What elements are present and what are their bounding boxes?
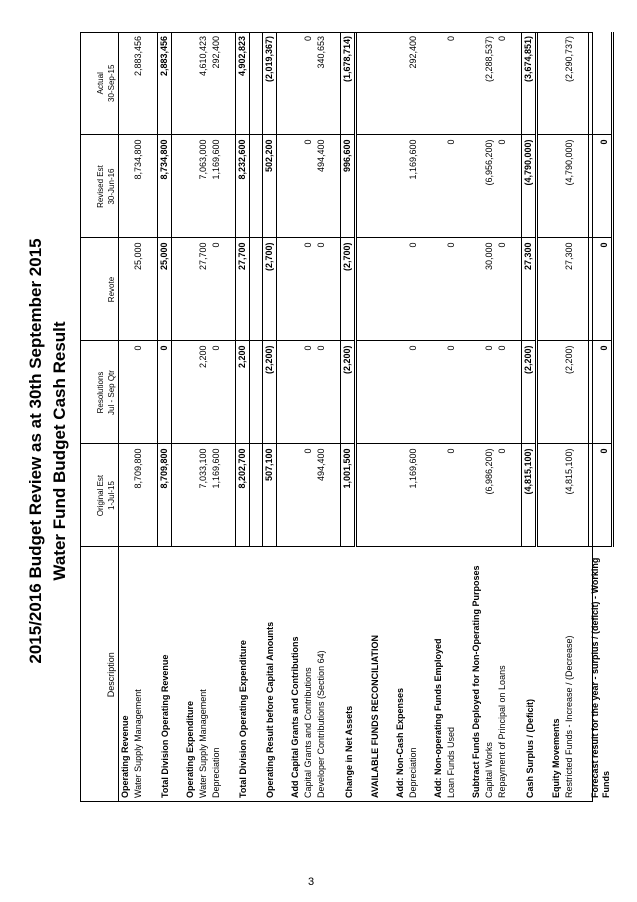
spacer-row (458, 32, 470, 802)
spacer-cell (250, 238, 263, 341)
value-cell: (3,674,851) (522, 32, 537, 135)
value-cell: 0 (445, 135, 458, 238)
spacer-cell (458, 341, 470, 444)
value-cell (589, 32, 613, 135)
spacer-cell (458, 135, 470, 238)
spacer-cell (382, 547, 394, 802)
table-row (236, 32, 250, 802)
table-header-row (80, 32, 119, 802)
table-row (289, 32, 302, 802)
spacer-cell (172, 32, 185, 135)
value-cell: 0 (589, 238, 613, 341)
table-row (119, 32, 133, 802)
value-cell: 4,902,823 (236, 32, 250, 135)
value-cell: (2,200) (263, 341, 277, 444)
row-label: Operating Expenditure (185, 700, 195, 798)
value-cell (119, 32, 133, 135)
row-label: Water Supply Management (198, 689, 208, 798)
spacer-cell (223, 547, 236, 802)
value-cell (289, 32, 302, 135)
value-cell: 292,400 (210, 32, 223, 135)
row-label: Subtract Funds Deployed for Non-Operating Purposes (471, 565, 481, 798)
value-cell: 7,063,000 (197, 135, 210, 238)
value-cell (432, 341, 445, 444)
spacer-cell (537, 32, 551, 135)
spacer-cell (223, 341, 236, 444)
table-row (132, 32, 145, 802)
table-row (184, 32, 197, 802)
spacer-row (145, 32, 158, 802)
value-cell: 0 (302, 32, 315, 135)
spacer-row (420, 32, 432, 802)
value-cell (119, 444, 133, 547)
spacer-cell (537, 341, 551, 444)
value-cell: 0 (445, 238, 458, 341)
value-cell (289, 135, 302, 238)
spacer-cell (223, 444, 236, 547)
spacer-row (223, 32, 236, 802)
table-row (563, 32, 576, 802)
value-cell: (2,288,537) (483, 32, 496, 135)
value-cell: 8,232,600 (236, 135, 250, 238)
value-cell (470, 341, 483, 444)
spacer-cell (420, 238, 432, 341)
budget-table (80, 32, 614, 802)
row-label: AVAILABLE FUNDS RECONCILIATION (370, 635, 380, 798)
spacer-cell (172, 238, 185, 341)
row-label: Add Capital Grants and Contributions (290, 636, 300, 798)
spacer-cell (537, 238, 551, 341)
spacer-cell (328, 444, 341, 547)
table-row (263, 32, 277, 802)
spacer-cell (277, 341, 290, 444)
value-cell (470, 238, 483, 341)
value-cell (432, 238, 445, 341)
value-cell: 4,610,423 (197, 32, 210, 135)
spacer-cell (509, 135, 522, 238)
spacer-cell (250, 135, 263, 238)
table-row (589, 32, 613, 802)
spacer-cell (576, 444, 589, 547)
value-cell (432, 135, 445, 238)
spacer-cell (356, 547, 370, 802)
value-cell: 502,200 (263, 135, 277, 238)
spacer-cell (145, 135, 158, 238)
page-number: 3 (308, 876, 315, 888)
table-row (445, 32, 458, 802)
value-cell: 0 (496, 32, 509, 135)
value-cell (184, 341, 197, 444)
value-cell: 25,000 (158, 238, 172, 341)
value-cell: 0 (496, 238, 509, 341)
value-cell (119, 238, 133, 341)
value-cell: (2,019,367) (263, 32, 277, 135)
header-revised (80, 135, 119, 238)
spacer-cell (172, 444, 185, 547)
spacer-cell (382, 341, 394, 444)
row-label: Forecast result for the year - surplus / (deficit) - Working Funds (589, 557, 611, 798)
value-cell (470, 135, 483, 238)
header-resolutions (80, 341, 119, 444)
value-cell: 340,653 (315, 32, 328, 135)
table-row (394, 32, 407, 802)
value-cell: 0 (210, 341, 223, 444)
header-description: Description (80, 547, 119, 802)
spacer-cell (277, 32, 290, 135)
spacer-cell (223, 32, 236, 135)
table-row (470, 32, 483, 802)
value-cell (550, 444, 563, 547)
row-label: Depreciation (211, 747, 221, 798)
table-row (496, 32, 509, 802)
value-cell (289, 238, 302, 341)
header-original (80, 444, 119, 547)
value-cell: 1,169,600 (210, 135, 223, 238)
value-cell: 0 (496, 444, 509, 547)
header-actual-line1: Actual (96, 72, 105, 95)
value-cell: 494,400 (315, 135, 328, 238)
spacer-cell (509, 238, 522, 341)
value-cell (394, 32, 407, 135)
value-cell (394, 341, 407, 444)
value-cell (369, 341, 382, 444)
spacer-cell (509, 341, 522, 444)
spacer-cell (458, 547, 470, 802)
spacer-cell (328, 238, 341, 341)
value-cell: 8,734,800 (158, 135, 172, 238)
spacer-cell (382, 238, 394, 341)
value-cell: 0 (483, 341, 496, 444)
spacer-cell (172, 135, 185, 238)
value-cell: 27,300 (563, 238, 576, 341)
header-revised-line2: 30-Jun-16 (107, 168, 116, 205)
value-cell: 0 (315, 341, 328, 444)
spacer-cell (509, 547, 522, 802)
value-cell: (2,700) (341, 238, 356, 341)
row-label: Water Supply Management (133, 689, 143, 798)
row-label: Total Division Operating Expenditure (237, 640, 248, 798)
table-row (197, 32, 210, 802)
value-cell: 0 (589, 444, 613, 547)
value-cell: 0 (589, 341, 613, 444)
spacer-cell (356, 135, 370, 238)
value-cell: 2,200 (197, 341, 210, 444)
spacer-cell (328, 135, 341, 238)
value-cell: 30,000 (483, 238, 496, 341)
header-original-line1: Original Est (96, 474, 105, 517)
spacer-cell (537, 135, 551, 238)
spacer-cell (328, 547, 341, 802)
value-cell: 0 (302, 444, 315, 547)
table-row (483, 32, 496, 802)
value-cell: 1,001,500 (341, 444, 356, 547)
spacer-row (172, 32, 185, 802)
spacer-row (356, 32, 370, 802)
value-cell: 0 (407, 238, 420, 341)
spacer-row (537, 32, 551, 802)
value-cell: 0 (302, 238, 315, 341)
spacer-cell (172, 341, 185, 444)
spacer-cell (172, 547, 185, 802)
spacer-cell (382, 32, 394, 135)
spacer-cell (277, 444, 290, 547)
spacer-cell (420, 32, 432, 135)
value-cell: 27,700 (236, 238, 250, 341)
table-row (522, 32, 537, 802)
spacer-cell (420, 135, 432, 238)
table-row (341, 32, 356, 802)
value-cell (432, 32, 445, 135)
value-cell: 0 (589, 135, 613, 238)
row-label: Add: Non-operating Funds Employed (433, 638, 443, 798)
value-cell (184, 135, 197, 238)
spacer-cell (277, 135, 290, 238)
value-cell (470, 444, 483, 547)
spacer-cell (420, 547, 432, 802)
value-cell: 0 (445, 32, 458, 135)
row-label: Depreciation (408, 747, 418, 798)
value-cell: (2,290,737) (563, 32, 576, 135)
spacer-cell (250, 341, 263, 444)
row-label: Repayment of Principal on Loans (497, 665, 507, 798)
value-cell (550, 238, 563, 341)
value-cell: (6,986,200) (483, 444, 496, 547)
spacer-cell (382, 135, 394, 238)
value-cell: 2,200 (236, 341, 250, 444)
spacer-cell (509, 32, 522, 135)
spacer-row (250, 32, 263, 802)
table-row (369, 32, 382, 802)
value-cell (394, 135, 407, 238)
value-cell: (4,815,100) (563, 444, 576, 547)
spacer-cell (356, 238, 370, 341)
value-cell: (4,790,000) (522, 135, 537, 238)
spacer-cell (250, 547, 263, 802)
value-cell: 7,033,100 (197, 444, 210, 547)
header-resolutions-line1: Resolutions (96, 371, 105, 414)
value-cell: 507,100 (263, 444, 277, 547)
spacer-cell (576, 135, 589, 238)
table-row (210, 32, 223, 802)
value-cell: 2,883,456 (132, 32, 145, 135)
spacer-cell (458, 32, 470, 135)
row-label: Capital Works (484, 742, 494, 798)
value-cell: 0 (407, 341, 420, 444)
header-actual-line2: 30-Sep-15 (107, 64, 116, 102)
value-cell: 2,883,456 (158, 32, 172, 135)
row-label: Developer Contributions (Section 64) (316, 650, 326, 798)
value-cell: 494,400 (315, 444, 328, 547)
value-cell: (2,200) (563, 341, 576, 444)
value-cell: 25,000 (132, 238, 145, 341)
table-row (315, 32, 328, 802)
value-cell: 0 (496, 135, 509, 238)
value-cell (432, 444, 445, 547)
table-row (550, 32, 563, 802)
value-cell (369, 32, 382, 135)
value-cell: 0 (496, 341, 509, 444)
value-cell: 1,169,600 (407, 135, 420, 238)
value-cell: 8,734,800 (132, 135, 145, 238)
spacer-cell (420, 444, 432, 547)
value-cell (184, 238, 197, 341)
spacer-cell (223, 238, 236, 341)
spacer-cell (537, 547, 551, 802)
value-cell (119, 341, 133, 444)
value-cell: 292,400 (407, 32, 420, 135)
table-row (302, 32, 315, 802)
value-cell: (6,956,200) (483, 135, 496, 238)
spacer-row (277, 32, 290, 802)
spacer-cell (277, 547, 290, 802)
value-cell: (2,700) (263, 238, 277, 341)
row-label: Operating Revenue (120, 715, 130, 798)
spacer-row (328, 32, 341, 802)
page-title: 2015/2016 Budget Review as at 30th September 2015 (26, 238, 45, 664)
value-cell (369, 238, 382, 341)
spacer-cell (356, 32, 370, 135)
spacer-cell (145, 341, 158, 444)
spacer-cell (145, 32, 158, 135)
value-cell: 0 (132, 341, 145, 444)
row-label: Operating Result before Capital Amounts (264, 621, 275, 798)
spacer-cell (509, 444, 522, 547)
value-cell: (2,200) (341, 341, 356, 444)
spacer-cell (328, 341, 341, 444)
value-cell (369, 135, 382, 238)
row-label: Add: Non-Cash Expenses (395, 687, 405, 798)
value-cell (184, 32, 197, 135)
value-cell: 1,169,600 (210, 444, 223, 547)
value-cell: 8,709,800 (132, 444, 145, 547)
spacer-cell (382, 444, 394, 547)
row-label: Restricted Funds - Increase / (Decrease) (564, 635, 574, 798)
value-cell: (1,678,714) (341, 32, 356, 135)
value-cell: (2,200) (522, 341, 537, 444)
spacer-cell (356, 341, 370, 444)
spacer-cell (145, 547, 158, 802)
value-cell: 27,300 (522, 238, 537, 341)
value-cell: 1,169,600 (407, 444, 420, 547)
row-label: Cash Surplus / (Deficit) (524, 698, 535, 798)
spacer-cell (576, 341, 589, 444)
value-cell: 0 (302, 341, 315, 444)
spacer-cell (250, 32, 263, 135)
row-label: Equity Movements (551, 718, 561, 798)
spacer-cell (537, 444, 551, 547)
value-cell (550, 341, 563, 444)
value-cell: (4,790,000) (563, 135, 576, 238)
value-cell: 0 (445, 444, 458, 547)
value-cell: 8,202,700 (236, 444, 250, 547)
row-label: Change in Net Assets (343, 705, 354, 798)
header-revised-line1: Revised Est (96, 165, 105, 208)
spacer-cell (223, 135, 236, 238)
spacer-cell (576, 238, 589, 341)
value-cell (369, 444, 382, 547)
row-label: Capital Grants and Contributions (303, 667, 313, 798)
value-cell: (4,815,100) (522, 444, 537, 547)
spacer-cell (420, 341, 432, 444)
spacer-cell (145, 444, 158, 547)
spacer-cell (250, 444, 263, 547)
spacer-cell (458, 444, 470, 547)
spacer-row (509, 32, 522, 802)
value-cell (289, 341, 302, 444)
row-label: Total Division Operating Revenue (159, 654, 170, 798)
value-cell (550, 32, 563, 135)
value-cell (119, 135, 133, 238)
spacer-cell (576, 32, 589, 135)
row-label: Loan Funds Used (446, 726, 456, 798)
spacer-cell (576, 547, 589, 802)
spacer-cell (458, 238, 470, 341)
value-cell (470, 32, 483, 135)
table-row (432, 32, 445, 802)
value-cell: 0 (158, 341, 172, 444)
spacer-cell (356, 444, 370, 547)
value-cell: 0 (445, 341, 458, 444)
header-resolutions-line2: Jul - Sep Qtr (107, 370, 116, 415)
table-row (407, 32, 420, 802)
value-cell: 0 (302, 135, 315, 238)
value-cell: 27,700 (197, 238, 210, 341)
value-cell: 8,709,800 (158, 444, 172, 547)
value-cell: 996,600 (341, 135, 356, 238)
page-subtitle: Water Fund Budget Cash Result (50, 321, 69, 581)
value-cell (184, 444, 197, 547)
spacer-cell (277, 238, 290, 341)
spacer-row (576, 32, 589, 802)
spacer-row (382, 32, 394, 802)
value-cell: 0 (210, 238, 223, 341)
spacer-cell (328, 32, 341, 135)
value-cell (394, 444, 407, 547)
value-cell: 0 (315, 238, 328, 341)
value-cell (289, 444, 302, 547)
value-cell (550, 135, 563, 238)
value-cell (394, 238, 407, 341)
header-actual (80, 32, 119, 135)
header-original-line2: 1-Jul-15 (107, 481, 116, 510)
header-revote: Revote (80, 238, 119, 341)
table-body (119, 32, 613, 802)
spacer-cell (145, 238, 158, 341)
table-row (158, 32, 172, 802)
